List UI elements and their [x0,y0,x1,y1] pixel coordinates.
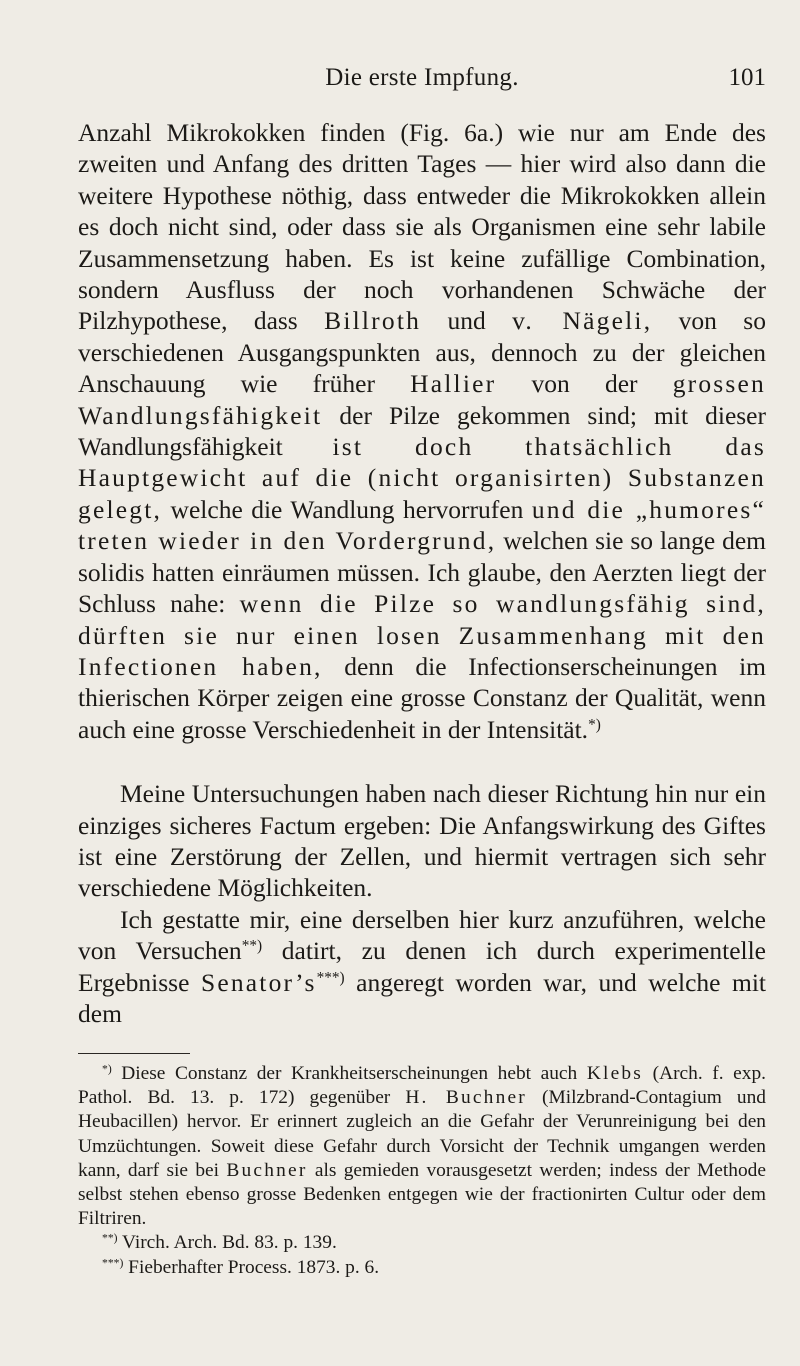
emphasis: grossen Wandlungsfähigkeit [78,369,767,430]
text-run: angeregt worden war, und welche mit dem [78,967,766,1028]
text-run: Virch. Arch. Bd. 83. p. 139. [117,1232,337,1254]
text-run: Fieberhafter Process. 1873. p. 6. [123,1256,380,1278]
footnote-mark: ***) [102,1256,124,1270]
text-run: welchen sie so lange dem solidis hatten einräumen müssen. Ich glaube, den Aerzten liegt der Schluss nahe: [78,526,767,619]
paragraph-3 [78,904,766,1030]
footnote-mark: **) [102,1232,118,1246]
text-run: Ich gestatte mir, eine derselben hier kurz anzuführen, welche von Versuchen [78,904,766,966]
text-run: von der [496,369,673,399]
footnote-2 [78,1231,766,1255]
emphasis: wenn die Pilze so wandlungsfähig sind, dürften sie nur einen losen Zusammenhang mit den Infectionen haben, [78,589,766,681]
footnote-divider [78,1053,190,1054]
footnote-ref: ***) [316,969,345,987]
footnote-ref: *) [588,716,601,734]
emphasis: ist doch thatsächlich das Hauptgewicht auf die (nicht organisirten) Substanzen gelegt, [78,432,766,524]
page-number: 101 [728,64,766,91]
text-run: der Pilze gekommen sind; mit dieser Wandlungsfähigkeit [78,400,766,462]
author-name-billroth: Billroth [324,306,422,336]
emphasis: und die „humores“ treten wieder in den Vordergrund, [78,494,766,556]
text-run: denn die Infectionserscheinungen im thierischen Körper zeigen eine grosse Constanz der Qualität, wenn auch eine grosse Verschiedenheit in der Intensität. [78,651,766,744]
author-name-klebs: Klebs [586,1063,644,1084]
footnote-1 [78,1062,766,1231]
author-name-naegeli: v. Nägeli, [512,306,653,336]
main-text [78,117,766,1029]
text-run: und [421,306,513,336]
text-run: welche die Wandlung hervorrufen [162,494,532,524]
author-name-hallier: Hallier [410,369,497,399]
footnote-mark: *) [102,1062,112,1076]
text-run: als gemieden vorausgesetzt werden; indess der Methode selbst stehen ebenso grosse Bedenken entgegen wie der fractionirten Cultur oder dem Filtriren. [78,1159,766,1230]
page-header [78,64,766,98]
footnote-3 [78,1256,766,1280]
text-run: Anzahl Mikrokokken finden (Fig. 6a.) wie nur am Ende des zweiten und Anfang des dritten Tages — hier wird also dann die weitere Hypothese nöthig, dass entweder die Mikrokokken allein es doch nicht sind, oder dass sie als Organismen eine sehr labile Zusammensetzung haben. Es ist keine zufällige Combination, sondern Ausfluss der noch vorhandenen Schwäche der Pilzhypothese, dass [78,118,766,336]
footnotes [78,1062,766,1280]
text-run: datirt, zu denen ich durch experimentelle Ergebnisse [78,936,767,997]
footnote-ref: **) [241,937,263,955]
author-name-buchner: Buchner [226,1159,308,1181]
author-name-senator: Senator’s [200,967,317,997]
text-run: (Milzbrand-Contagium und Heubacillen) hervor. Er erinnert zugleich an die Gefahr der Verunreinigung bei den Umzüchtungen. Soweit diese Gefahr durch Vorsicht der Technik umgangen werden kann, darf sie bei [78,1087,767,1181]
running-title: Die erste Impfung. [325,64,519,91]
author-name-buchner: H. Buchner [405,1087,527,1109]
paragraph-1 [78,117,766,745]
text-run: von so verschiedenen Ausgangspunkten aus, dennoch zu der gleichen Anschauung wie früher [78,306,766,399]
paragraph-2: Meine Untersuchungen haben nach dieser Richtung hin nur ein einziges sicheres Factum ergeben: Die Anfangswirkung des Giftes ist eine Zerstörung der Zellen, und hiermit vertragen sich sehr verschiedene Möglichkeiten. [78,779,766,903]
text-run: Diese Constanz der Krankheitserscheinungen hebt auch [111,1063,587,1084]
text-run: (Arch. f. exp. Pathol. Bd. 13. p. 172) gegenüber [78,1063,766,1109]
